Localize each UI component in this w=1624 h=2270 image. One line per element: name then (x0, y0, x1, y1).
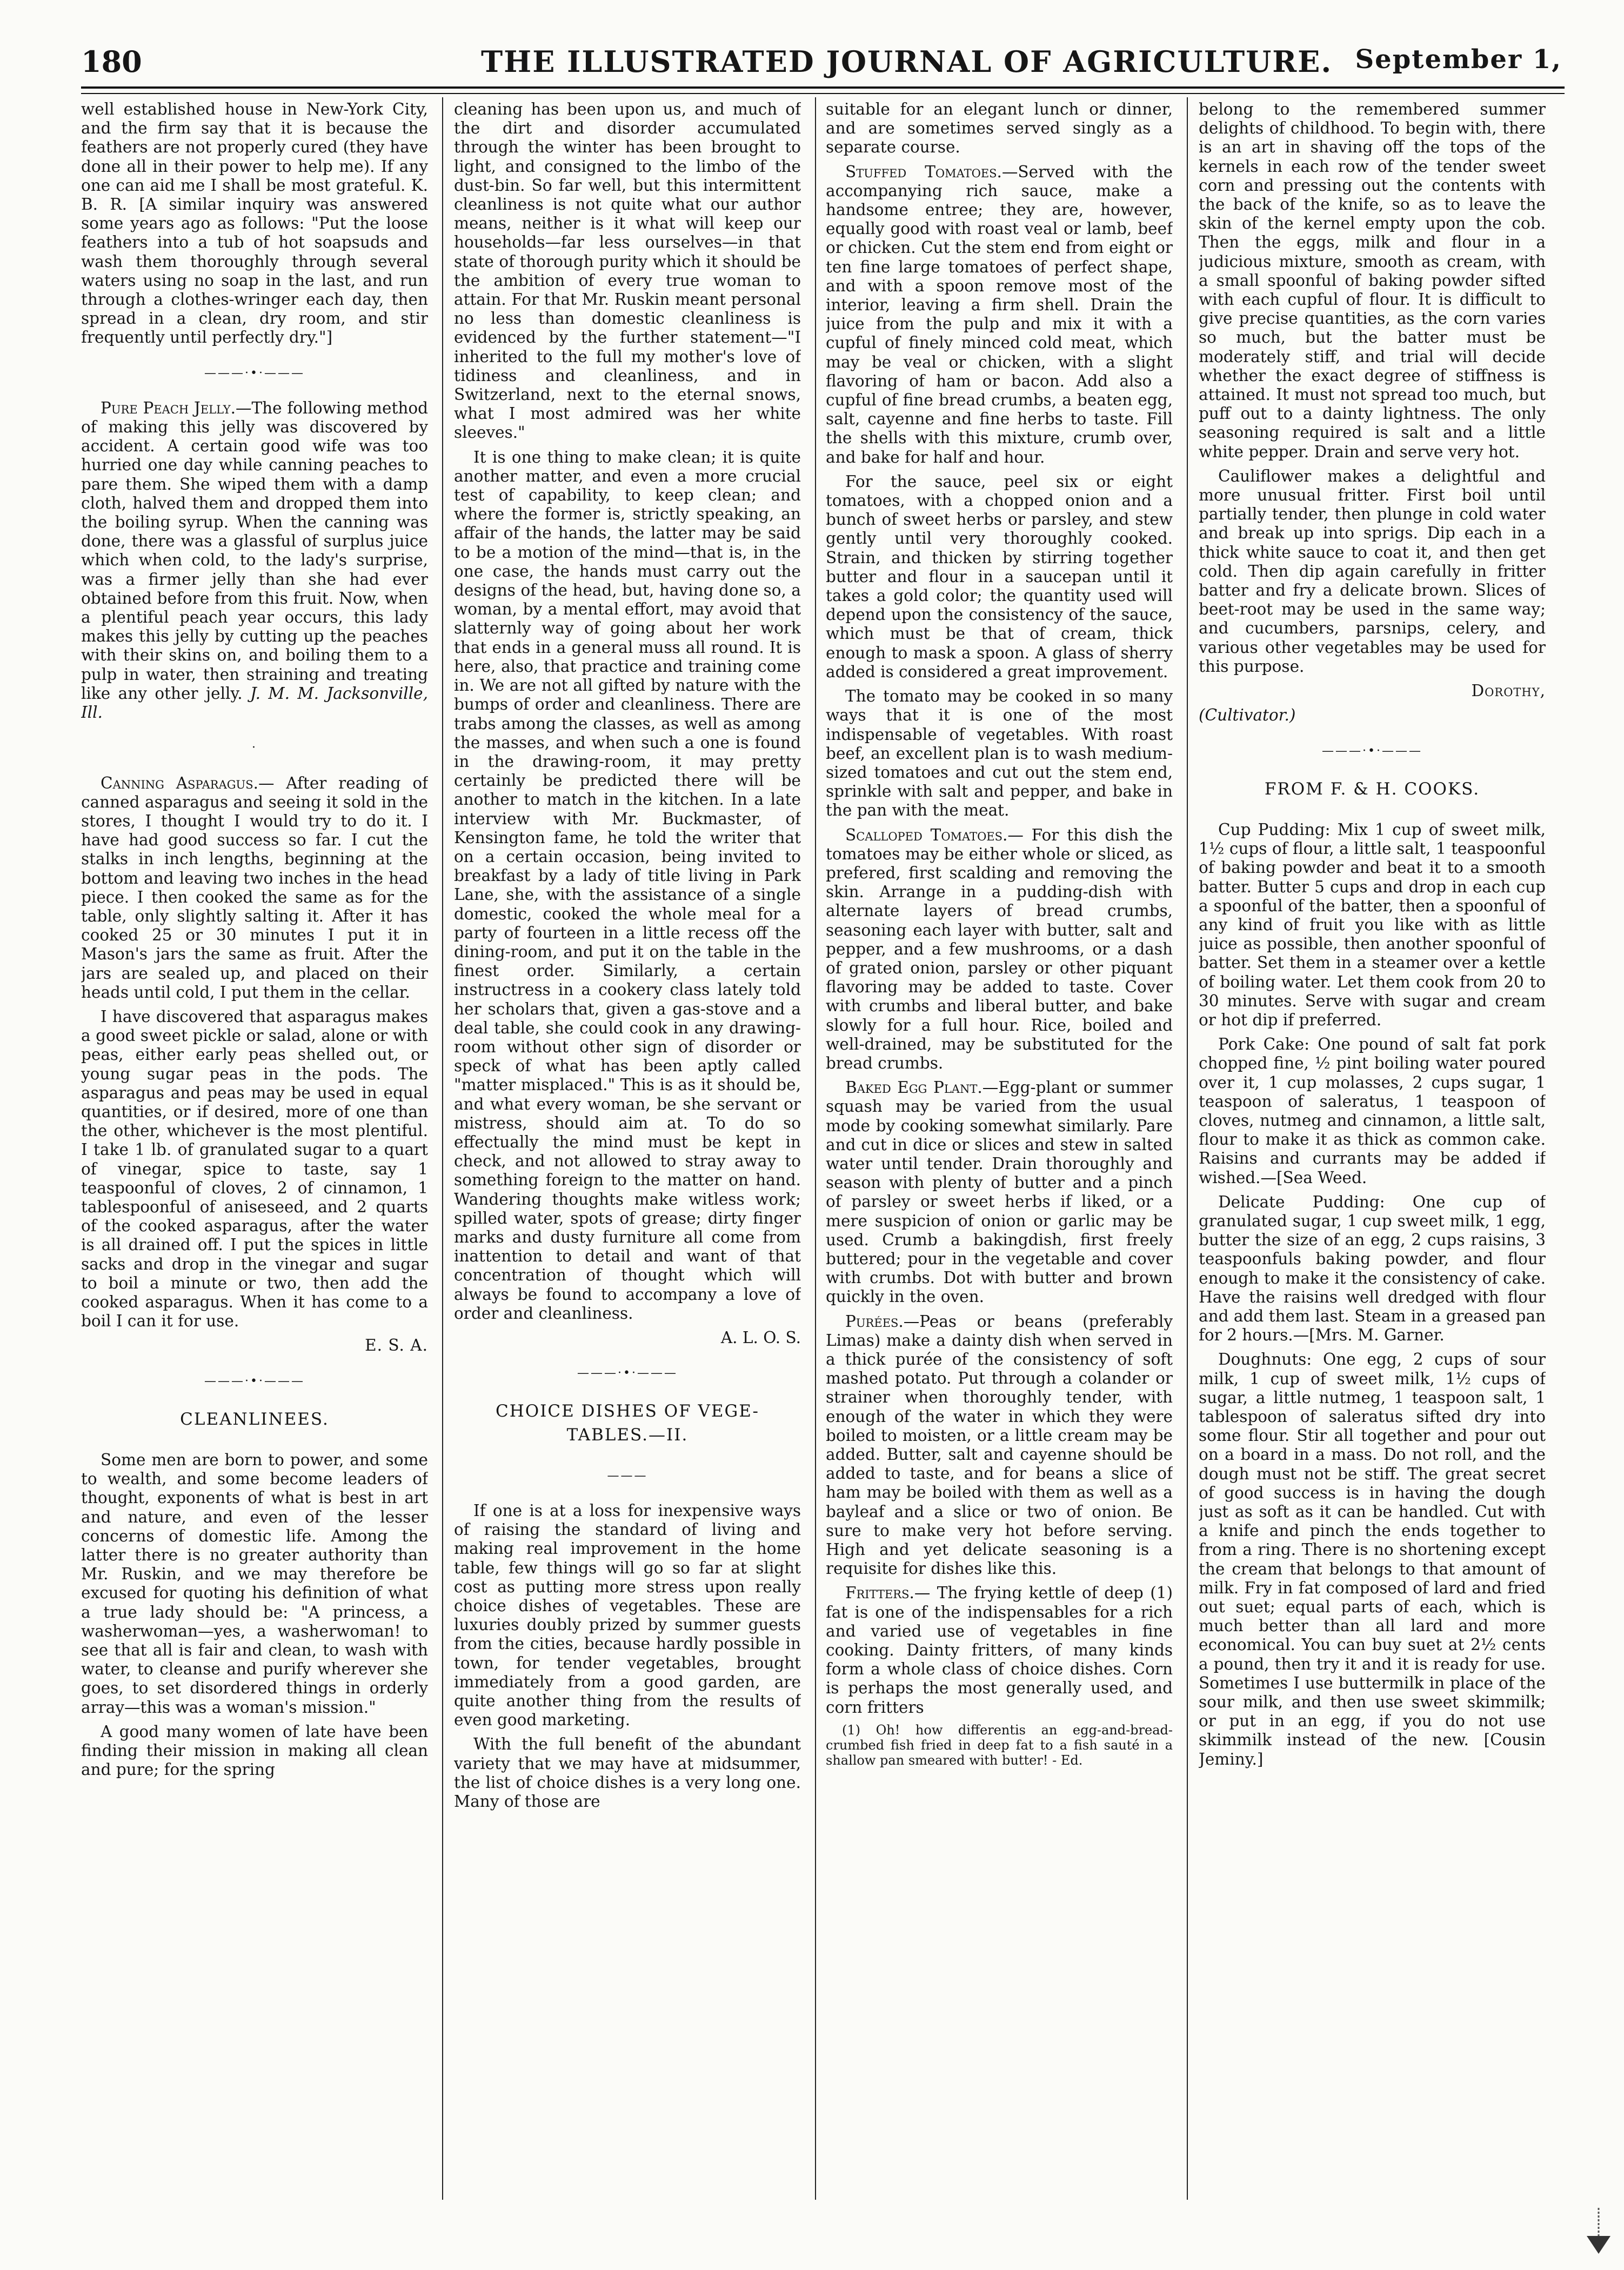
separator: ———·•·——— (204, 366, 305, 380)
cleanliness-paragraph: Some men are born to power, and some to wealth, and some become leaders of thought, exponents of what is best in art and nature, and even of the lesser concerns of domestic life. Among the latter there is no greater authority than Mr. Ruskin, and we may therefore be excused for quoting his definition of what a true lady should be: "A princess, a washerwoman—yes, a washerwoman! to see that all is fair and clean, to wash with water, to cleanse and purify wherever she goes, to set disordered things in orderly array—this was a woman's mission." (81, 1451, 428, 1717)
choice-dishes-paragraph: If one is at a loss for inexpensive ways of raising the standard of living and making real improvement in the home table, few things will go so far at slight cost as putting more stress upon really choice dishes of vegetables. These are luxuries doubly prized by summer guests from the cities, because hardly possible in town, for tender vegetables, brought immediately from a good garden, are quite another thing from the results of even good marketing. (454, 1501, 801, 1730)
baked-egg-plant-recipe (826, 1078, 1173, 1306)
scalloped-tomatoes-heading: Scalloped Tomatoes. (845, 825, 1008, 844)
footnote: (1) Oh! how differentis an egg-and-bread-crumbed fish fried in deep fat to a fish sauté in a shallow pan smeared with butter! - Ed. (826, 1722, 1173, 1768)
scalloped-tomatoes-recipe (826, 826, 1173, 1073)
issue-date: September 1, (1355, 44, 1562, 75)
separator: ———·•·——— (577, 1366, 678, 1380)
baked-egg-plant-heading: Baked Egg Plant. (845, 1078, 983, 1097)
cleanliness-continued: cleaning has been upon us, and much of the dirt and disorder accumulated through the winter has been brought to light, and consigned to the limbo of the dust-bin. So far well, but this intermittent cleanliness is not quite what our author means, neither is it what will keep our households—far less ourselves—in that state of thorough purity which it should be the ambition of every true woman to attain. For that Mr. Ruskin meant personal no less than domestic cleanliness is evidenced by the further statement—"I inherited to the full my mother's love of tidiness and cleanliness, and in Switzerland, next to the eternal snows, what I most admired was her white sleeves." (454, 100, 801, 442)
separator: ———·•·——— (204, 1374, 305, 1388)
separator: ———·•·——— (1322, 744, 1422, 758)
fritters-recipe (826, 1584, 1173, 1717)
column-divider (815, 97, 816, 2200)
cleanliness-title: CLEANLINEES. (180, 1409, 329, 1429)
article-source: (Cultivator.) (1199, 706, 1296, 725)
delicate-pudding-recipe: Delicate Pudding: One cup of granulated sugar, 1 cup sweet milk, 1 egg, butter the size of an egg, 2 cups raisins, 3 teaspoonfuls baking powder, and flour enough to make it the consistency of cake. Have the raisins well dredged with flour and add them last. Steam in a greased pan for 2 hours.—[Mrs. M. Garner. (1199, 1192, 1546, 1345)
pork-cake-recipe: Pork Cake: One pound of salt fat pork chopped fine, ½ pint boiling water poured over it, 1 cup molasses, 2 cups sugar, 1 teaspoon of saleratus, 1 teaspoon of cloves, nutmeg and cinnamon, a little salt, flour to make it as thick as common cake. Raisins and currants may be added if wished.—[Sea Weed. (1199, 1035, 1546, 1187)
cleanliness-paragraph: It is one thing to make clean; it is quite another matter, and even a more crucial test of capability, to keep clean; and where the former is, strictly speaking, an affair of the hands, the latter may be said to be a motion of the mind—that is, in the one case, the hands must carry out the designs of the head, but, having done so, a woman, by a mental effort, may avoid that slatternly way of going about her work that ends in a general muss all round. It is here, also, that practice and training come in. We are not all gifted by nature with the bumps of order and cleanliness. There are trabs among the classes, as well as among the masses, and when such a one is found in the drawing-room, it may pretty certainly be predicted there will be another to match in the kitchen. In a late interview with Mr. Buckmaster, of Kensington fame, he told the writer that on a certain occasion, being invited to breakfast by a lady of title living in Park Lane, she, with the assistance of a single domestic, cooked the whole meal for a party of fourteen in a little recess off the dining-room, and put it on the table in the finest order. Similarly, a certain instructress in a cookery class lately told her scholars that, given a gas-stove and a deal table, she could cook in any drawing-room without other sign of disorder or speck of what has been aptly called "matter misplaced." This is as it should be, and what every woman, be she servant or mistress, should aim at. To do so effectually the mind must be kept in check, and not allowed to stray away to something foreign to the matter on hand. Wandering thoughts make witless work; spilled water, spots of grease; dirty finger marks and dusty furniture all come from inattention to detail and want of that concentration of thought which will always be found to accompany a love of order and cleanliness. (454, 448, 801, 1323)
asparagus-article (81, 774, 428, 1002)
cleanliness-paragraph: A good many women of late have been finding their mission in making all clean and pure; for the spring (81, 1722, 428, 1779)
doughnuts-recipe: Doughnuts: One egg, 2 cups of sour milk, 1 cup of sweet milk, 1½ cups of sugar, a little nutmeg, 1 teaspoon salt, 1 tablespoon of saleratus sifted dry into some flour. Stir all together and pour out on a board in a mass. Do not roll, and the dough must not be stiff. The great secret of good success is in having the dough just as soft as it can be handled. Cut with a knife and pinch the ends together to from a ring. There is no shortening except the cream that belongs to that amount of milk. Fry in fat composed of lard and fried out suet; equal parts of each, which is much better than all lard and more economical. You can buy suet at 2½ cents a pound, then try it and it is ready for use. Sometimes I use buttermilk in place of the sour milk, and then use sweet skimmilk; or put in an egg, if you do not use skimmilk instead of the new. [Cousin Jeminy.] (1199, 1350, 1546, 1768)
page-number: 180 (81, 44, 142, 79)
article-signature: Dorothy, (1471, 682, 1546, 700)
purees-recipe (826, 1312, 1173, 1579)
column-divider (442, 97, 443, 2200)
choice-dishes-subtitle: TABLES.—II. (566, 1425, 689, 1445)
peach-jelly-heading: Pure Peach Jelly. (101, 398, 236, 417)
stuffed-tomatoes-heading: Stuffed Tomatoes. (845, 162, 1002, 181)
journal-title: THE ILLUSTRATED JOURNAL OF AGRICULTURE. (481, 44, 1333, 79)
asparagus-heading: Canning Asparagus. (101, 773, 258, 792)
choice-dishes-paragraph: With the full benefit of the abundant variety that we may have at midsummer, the list of choice dishes is a very long one. Many of those are (454, 1735, 801, 1811)
header-rule-thin (81, 93, 1565, 94)
asparagus-text: — After reading of canned asparagus and seeing it sold in the stores, I thought I would try to do it. I have had good success so far. I cut the stalks in inch lengths, beginning at the bottom and leaving two inches in the head piece. I then cooked the same as for the table, only slightly salting it. After it has cooked 25 or 30 minutes I put it in Mason's jars the same as fruit. After the jars are sealed up, and placed on their heads until cold, I put them in the cellar. (81, 773, 428, 1002)
stuffed-tomatoes-recipe (826, 163, 1173, 467)
baked-egg-plant-text: —Egg-plant or summer squash may be varied from the usual mode by cooking somewhat similarly. Pare and cut in dice or slices and stew in salted water until tender. Drain thoroughly and season with plenty of butter and a pinch of parsley or sweet herbs if liked, or a mere suspicion of onion or garlic may be used. Crumb a bakingdish, first freely buttered; pour in the vegetable and cover with crumbs. Dot with butter and brown quickly in the oven. (826, 1078, 1173, 1306)
feathers-letter: well established house in New-York City, and the firm say that it is because the feathers are not properly cured (they have done all in their power to help me). If any one can aid me I shall be most grateful. K. B. R. [A similar inquiry was answered some years ago as follows: "Put the loose feathers into a tub of hot soapsuds and wash them thoroughly through several waters using no soap in the last, and run through a clothes-wringer each day, then spread in a clean, dry room, and stir frequently until perfectly dry."] (81, 100, 428, 347)
purees-heading: Purées. (845, 1312, 904, 1331)
peach-jelly-text: —The following method of making this jelly was discovered by accident. A certain good wife was too hurried one day while canning peaches to pare them. She wiped them with a damp cloth, halved them and dropped them into the boiling syrup. When the canning was done, there was a glassful of surplus juice which when cold, to the lady's surprise, was a firmer jelly than she had ever obtained before from this fruit. Now, when a plentiful peach year occurs, this lady makes this jelly by cutting up the peaches with their skins on, and boiling them to a pulp in water, then straining and treating like any other jelly. (81, 398, 428, 703)
page-header (81, 44, 1562, 82)
asparagus-pickle-paragraph: I have discovered that asparagus makes a good sweet pickle or salad, alone or with peas, either early peas shelled out, or young sugar peas in the pods. The asparagus and peas may be used in equal quantities, or if desired, more of one than the other, whichever is the most plentiful. I take 1 lb. of granulated sugar to a quart of vinegar, spice to taste, say 1 teaspoonful of cloves, 2 of cinnamon, 1 tablespoonful of aniseseed, and 2 quarts of the cooked asparagus, after the water is all drained off. I put the spices in little sacks and drop in the vinegar and sugar to boil a minute or two, then add the cooked asparagus. When it has come to a boil I can it for use. (81, 1007, 428, 1331)
peach-jelly-signature: J. M. M. Jacksonville, Ill. (81, 684, 428, 722)
separator: ——— (607, 1468, 648, 1483)
page-turn-arrow-icon (1583, 2208, 1614, 2254)
cup-pudding-recipe: Cup Pudding: Mix 1 cup of sweet milk, 1½ cups of flour, a little salt, 1 teaspoonful of baking powder and beat it to a smooth batter. Butter 5 cups and drop in each cup a spoonful of the batter, then a spoonful of any kind of fruit you like with as little juice as possible, then another spoonful of batter. Set them in a steamer over a kettle of boiling water. Let them cook from 20 to 30 minutes. Serve with sugar and cream or hot dip if preferred. (1199, 820, 1546, 1029)
cooks-title: FROM F. & H. COOKS. (1264, 779, 1480, 799)
cauliflower-paragraph: Cauliflower makes a delightful and more unusual fritter. First boil until partially tender, then plunge in cold water and break up into sprigs. Dip each in a thick white sauce to coat it, and then get cold. Then dip again carefully in fritter batter and fry a delicate brown. Slices of beet-root may be used in the same way; and cucumbers, parsnips, celery, and various other vegetables may be used for this purpose. (1199, 466, 1546, 676)
cleanliness-signature: A. L. O. S. (720, 1328, 801, 1347)
column-4 (1199, 100, 1546, 2197)
column-1 (81, 100, 428, 2197)
choice-dishes-continued: suitable for an elegant lunch or dinner, and are sometimes served singly as a separate course. (826, 100, 1173, 157)
asparagus-signature: E. S. A. (365, 1336, 428, 1355)
peach-jelly-article (81, 399, 428, 722)
separator: · (252, 741, 257, 755)
fritters-continued: belong to the remembered summer delights of childhood. To begin with, there is an art in shaving off the tops of the kernels in each row of the tender sweet corn and pressing out the contents with the back of the knife, so as to leave the skin of the kernel empty upon the cob. Then the eggs, milk and flour in a judicious mixture, smooth as cream, with a small spoonful of baking powder sifted with each cupful of flour. It is difficult to give precise quantities, as the corn varies so much, but the batter must be moderately stiff, and trial will decide whether the exact degree of stiffness is attained. It must not spread too much, but puff out to a dainty lightness. The only seasoning required is salt and a little white pepper. Drain and serve very hot. (1199, 100, 1546, 461)
fritters-text: — The frying kettle of deep (1) fat is one of the indispensables for a rich and varied use of vegetables in fine cooking. Dainty fritters, of many kinds form a whole class of choice dishes. Corn is perhaps the most generally used, and corn fritters (826, 1584, 1173, 1717)
stuffed-tomatoes-text: —Served with the accompanying rich sauce, make a handsome entree; they are, however, equally good with roast veal or lamb, beef or chicken. Cut the stem end from eight or ten fine large tomatoes of perfect shape, and with a spoon remove most of the interior, leaving a firm shell. Drain the juice from the pulp and mix it with a cupful of finely minced cold meat, which may be veal or chicken, with a slight flavoring of ham or bacon. Add also a cupful of fine bread crumbs, a beaten egg, salt, cayenne and fine herbs to taste. Fill the shells with this mixture, crumb over, and bake for half and hour. (826, 162, 1173, 466)
scalloped-tomatoes-text: — For this dish the tomatoes may be either whole or sliced, as prefered, first scalding and removing the skin. Arrange in a pudding-dish with alternate layers of bread crumbs, seasoning each layer with butter, salt and pepper, and a few mushrooms, or a dash of grated onion, parsley or other piquant flavoring may be added to taste. Cover with crumbs and liberal butter, and bake slowly for a full hour. Rice, boiled and well-drained, may be substituted for the bread crumbs. (826, 825, 1173, 1072)
sauce-paragraph: For the sauce, peel six or eight tomatoes, with a chopped onion and a bunch of sweet herbs or parsley, and stew gently until very thoroughly cooked. Strain, and thicken by stirring together butter and flour in a saucepan until it takes a gold color; the quantity used will depend upon the consistency of the sauce, which must be that of cream, thick enough to mask a spoon. A glass of sherry added is considered a great improvement. (826, 472, 1173, 681)
choice-dishes-title: CHOICE DISHES OF VEGE- (496, 1401, 759, 1421)
fritters-heading: Fritters. (845, 1584, 914, 1603)
header-rule-thick (81, 86, 1565, 89)
purees-text: —Peas or beans (preferably Limas) make a dainty dish when served in a thick purée of the consistency of soft mashed potato. Put through a colander or strainer when thoroughly tender, with enough of the water in which they were boiled to moisten, or a little cream may be added. Butter, salt and cayenne should be added to taste, and for beans a slice of ham may be boiled with them as well as a bayleaf and a slice or two of onion. Be sure to make very hot before serving. High and yet delicate seasoning is a requisite for dishes like this. (826, 1312, 1173, 1578)
tomato-paragraph: The tomato may be cooked in so many ways that it is one of the most indispensable of vegetables. With roast beef, an excellent plan is to wash medium-sized tomatoes and cut out the stem end, sprinkle with salt and pepper, and bake in the pan with the meat. (826, 687, 1173, 820)
column-divider (1187, 97, 1188, 2200)
column-3 (826, 100, 1173, 2197)
column-2 (454, 100, 801, 2197)
